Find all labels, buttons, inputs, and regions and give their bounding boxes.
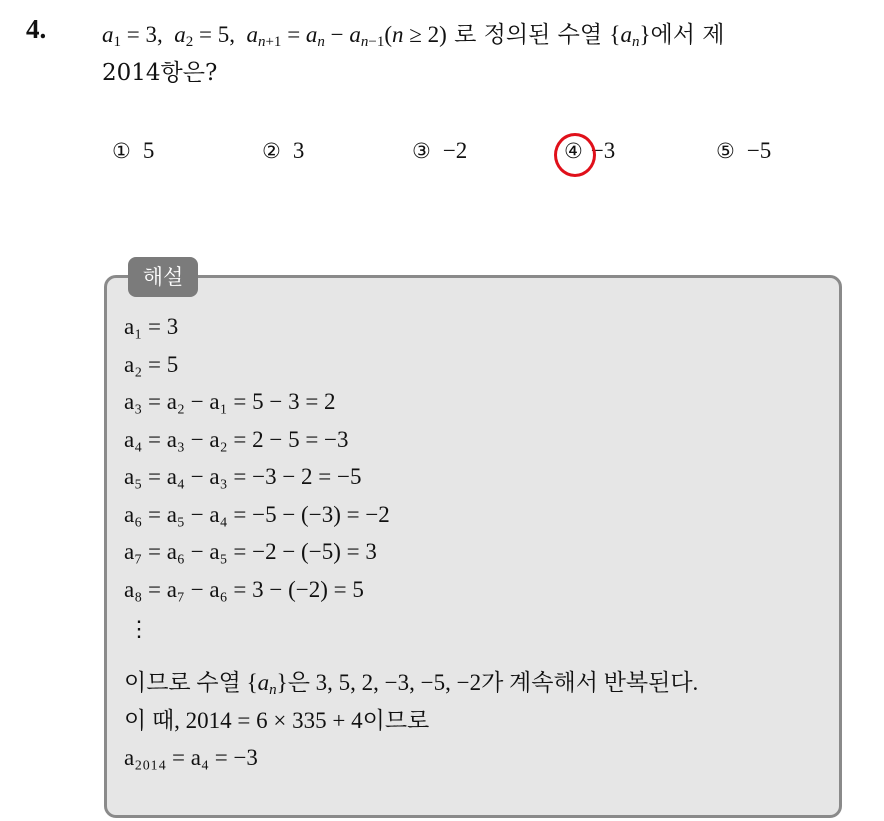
choice-value: −5 <box>746 138 772 163</box>
solution-period: 이 때, 2014 = 6 × 335 + 4이므로 <box>124 707 430 733</box>
choice-mark: ⑤ <box>716 139 735 163</box>
choice-mark: ① <box>112 139 131 163</box>
solution-line: a₇ = a₆ − a₅ = −2 − (−5) = 3 <box>124 539 377 564</box>
solution-line: a₃ = a₂ − a₁ = 5 − 3 = 2 <box>124 389 336 414</box>
solution-line: a₈ = a₇ − a₆ = 3 − (−2) = 5 <box>124 576 364 602</box>
choice-value: −3 <box>590 138 616 163</box>
solution-lines <box>124 308 824 777</box>
solution-tab: 해설 <box>128 257 198 297</box>
choice-value: 5 <box>142 138 155 163</box>
solution-line: a₅ = a₄ − a₃ = −3 − 2 = −5 <box>124 464 362 489</box>
choice-1[interactable] <box>112 138 154 164</box>
solution-summary: 이므로 수열 $\{a_n\}$은 3, 5, 2, −3, −5, −2가 계속해서 반복된다. <box>124 670 699 698</box>
choice-mark: ③ <box>412 139 431 163</box>
question-korean-b: 에서 제 <box>650 22 725 48</box>
solution-line: a₂ = 5 <box>124 351 179 377</box>
answer-circle-mark <box>554 133 596 177</box>
choice-mark: ④ <box>564 139 583 163</box>
choice-value: −2 <box>442 138 468 163</box>
recurrence-definition: $a_1 = 3$, $a_2 = 5$, $a_{n+1} = a_n - a_{n-1}(n \ge 2)$ <box>102 22 447 50</box>
choice-value: 3 <box>292 138 305 163</box>
choice-2[interactable] <box>262 138 304 164</box>
question-korean-a: 로 정의된 수열 <box>454 22 603 48</box>
question-number: 4. <box>26 14 47 44</box>
sequence-symbol: $\{a_n\}$ <box>609 22 651 50</box>
answer-choices <box>0 138 884 178</box>
choice-5[interactable] <box>716 138 771 164</box>
solution-line: a₆ = a₅ − a₄ = −5 − (−3) = −2 <box>124 501 390 527</box>
question-text <box>102 16 872 92</box>
solution-line: a₄ = a₃ − a₂ = 2 − 5 = −3 <box>124 426 349 452</box>
solution-line: a₁ = 3 <box>124 314 179 339</box>
solution-final: a₂₀₁₄ = a₄ = −3 <box>124 745 258 770</box>
question-line2: 2014항은? <box>102 60 218 86</box>
choice-mark: ② <box>262 139 281 163</box>
choice-3[interactable] <box>412 138 467 164</box>
vertical-dots: ⋮ <box>128 616 150 641</box>
